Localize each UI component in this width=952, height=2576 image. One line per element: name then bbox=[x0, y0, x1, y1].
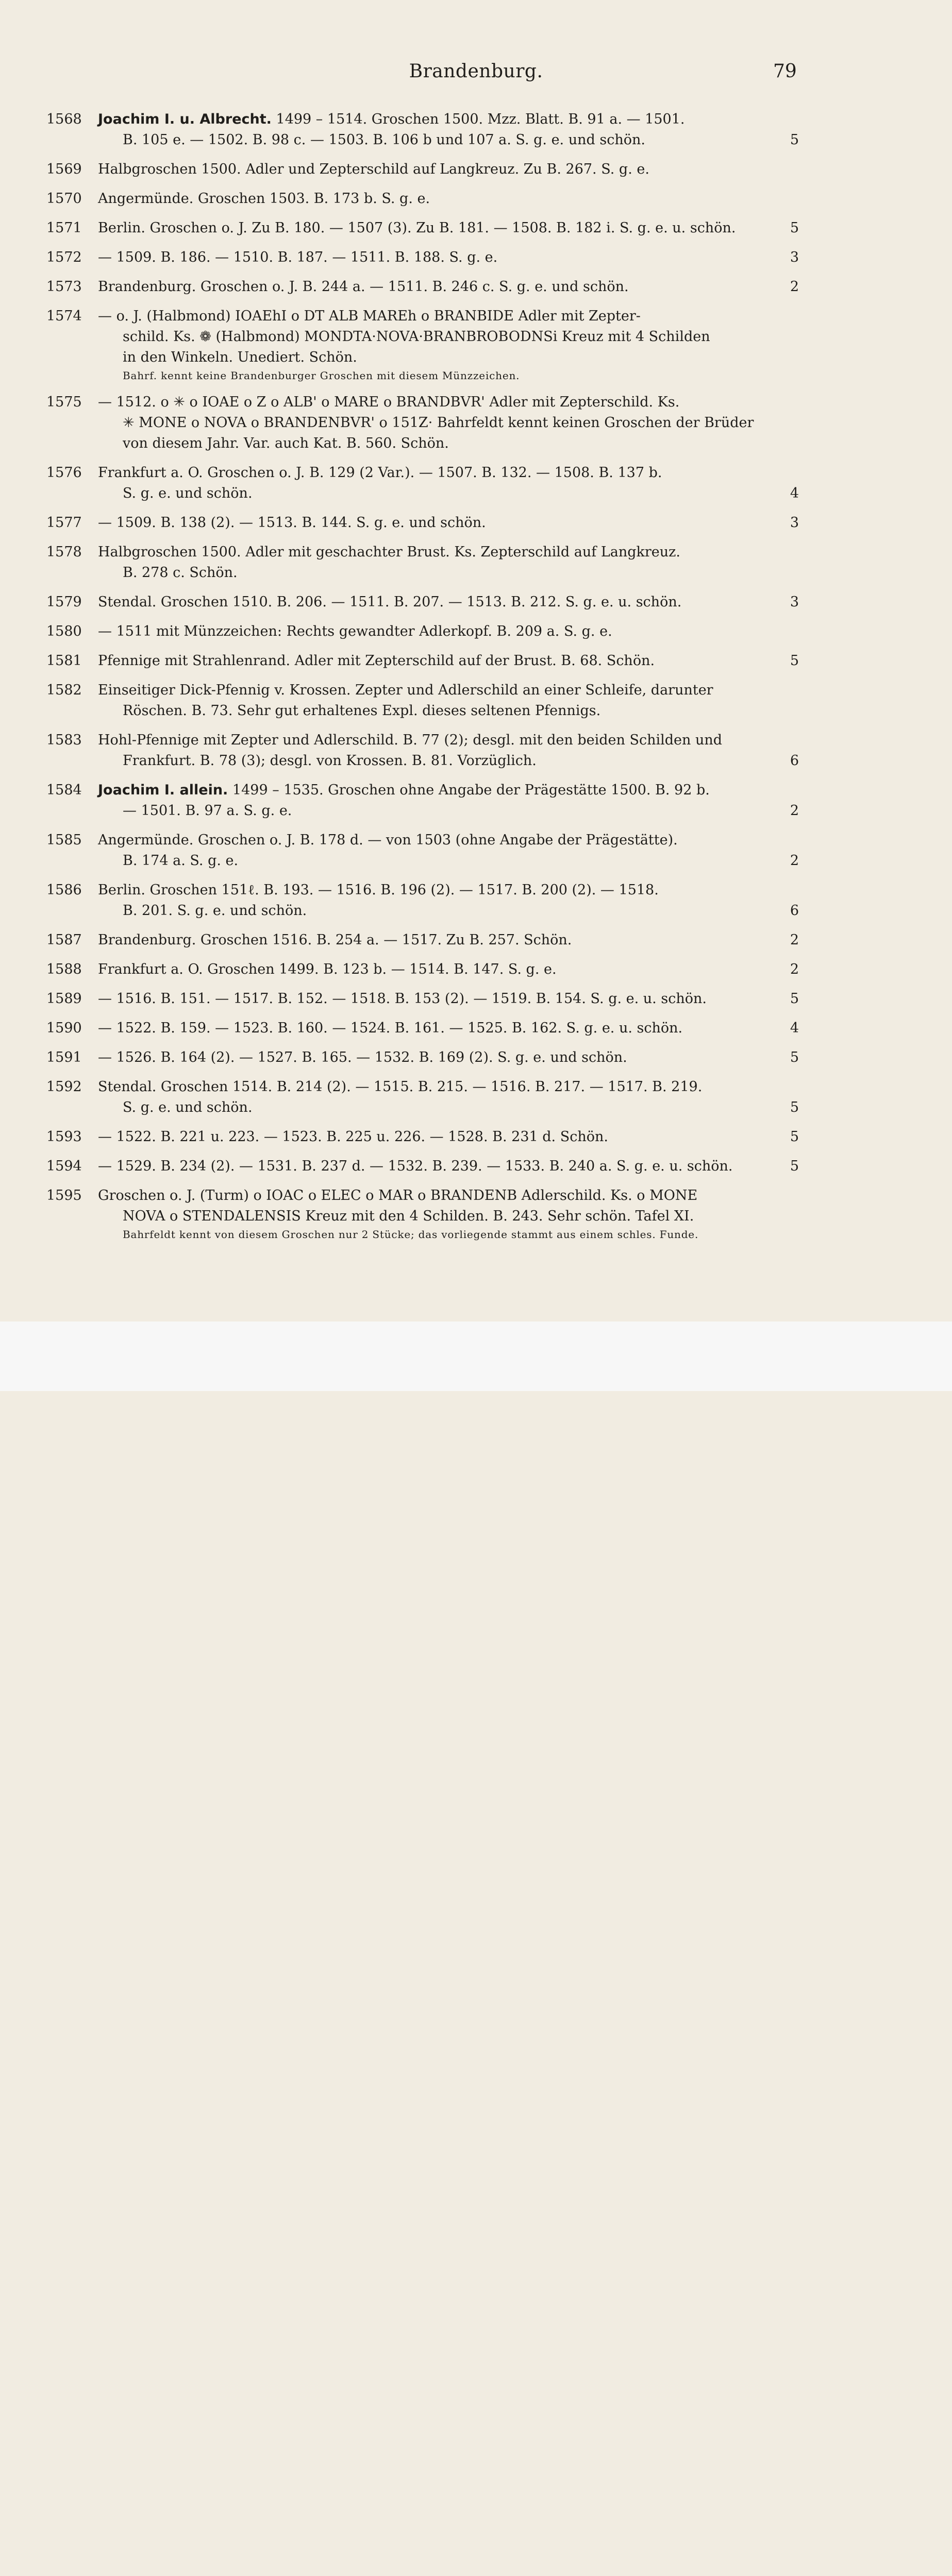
entry-price: 3 bbox=[790, 515, 799, 531]
entry-text: — 1529. B. 234 (2). — 1531. B. 237 d. — 1532. B. 239. — 1533. B. 240 a. S. g. e. u. schön. bbox=[98, 1158, 733, 1174]
entry-line-content bbox=[98, 1156, 732, 1177]
entry-body bbox=[98, 218, 799, 239]
entry-text: ✳ MONE o NOVA o BRANDENBVR' o 151Z· Bahrfeldt kennt keinen Groschen der Brüder bbox=[123, 415, 754, 431]
entry-text: — 1501. B. 97 a. S. g. e. bbox=[123, 803, 292, 819]
entry-line bbox=[98, 1047, 799, 1068]
entry-line-content bbox=[123, 901, 307, 921]
entry-line bbox=[98, 1097, 799, 1118]
entry-line bbox=[98, 109, 799, 130]
catalog-entry bbox=[46, 306, 799, 383]
footer-bar bbox=[0, 1321, 952, 1391]
entry-footnote bbox=[98, 1227, 799, 1242]
entry-line bbox=[98, 433, 799, 454]
entry-number: 1594 bbox=[46, 1158, 82, 1174]
entry-line-content bbox=[98, 621, 612, 642]
catalog-entry bbox=[46, 218, 799, 239]
entry-body bbox=[98, 780, 799, 821]
entry-body bbox=[98, 542, 799, 583]
entry-line-content bbox=[98, 959, 557, 980]
entry-text: S. g. e. und schön. bbox=[123, 485, 253, 501]
entry-line-content bbox=[123, 801, 292, 821]
entry-body bbox=[98, 730, 799, 771]
entry-price: 5 bbox=[790, 1099, 799, 1115]
entry-line-content bbox=[98, 1047, 627, 1068]
catalog-entry bbox=[46, 463, 799, 504]
entry-number: 1590 bbox=[46, 1020, 82, 1036]
catalog-entry bbox=[46, 621, 799, 642]
entry-line bbox=[98, 159, 799, 180]
entry-text: Hohl-Pfennige mit Zepter und Adlerschild. B. 77 (2); desgl. mit den beiden Schilden und bbox=[98, 732, 723, 748]
entry-line-content bbox=[123, 483, 253, 504]
entry-line-content bbox=[123, 1227, 698, 1242]
entry-line bbox=[98, 959, 799, 980]
entry-line bbox=[98, 513, 799, 533]
entry-price: 5 bbox=[790, 653, 799, 669]
entry-price: 5 bbox=[790, 1129, 799, 1145]
catalog-entry bbox=[46, 1077, 799, 1118]
entry-price: 6 bbox=[790, 903, 799, 919]
entry-line bbox=[98, 189, 799, 209]
entry-body bbox=[98, 189, 799, 209]
catalog-entry bbox=[46, 989, 799, 1009]
entry-price: 5 bbox=[790, 1049, 799, 1065]
entry-number: 1588 bbox=[46, 961, 82, 977]
entry-line bbox=[98, 1185, 799, 1206]
entry-body bbox=[98, 680, 799, 721]
entry-number: 1592 bbox=[46, 1079, 82, 1095]
entry-line-content bbox=[98, 277, 629, 297]
entry-price: 2 bbox=[790, 279, 799, 295]
entry-line bbox=[98, 327, 799, 347]
catalog-entry bbox=[46, 680, 799, 721]
entry-line-content bbox=[98, 730, 722, 751]
catalog-entry bbox=[46, 930, 799, 951]
entry-text: Angermünde. Groschen o. J. B. 178 d. — von 1503 (ohne Angabe der Prägestätte). bbox=[98, 832, 678, 848]
entry-body bbox=[98, 159, 799, 180]
entry-price: 4 bbox=[790, 485, 799, 501]
entry-body bbox=[98, 306, 799, 383]
entry-line-content bbox=[123, 563, 238, 583]
entry-line-content bbox=[98, 1127, 608, 1147]
entry-text: Frankfurt. B. 78 (3); desgl. von Krossen. B. 81. Vorzüglich. bbox=[123, 753, 537, 769]
entry-body bbox=[98, 651, 799, 671]
entry-body bbox=[98, 959, 799, 980]
entry-line-content bbox=[123, 433, 449, 454]
entry-body bbox=[98, 1185, 799, 1242]
entry-line bbox=[98, 701, 799, 721]
entry-line-content bbox=[98, 880, 659, 901]
entry-text: Brandenburg. Groschen 1516. B. 254 a. — 1517. Zu B. 257. Schön. bbox=[98, 932, 572, 948]
entry-line bbox=[98, 277, 799, 297]
entry-number: 1583 bbox=[46, 732, 82, 748]
entry-line bbox=[98, 680, 799, 701]
entry-line bbox=[98, 751, 799, 771]
entry-text: Brandenburg. Groschen o. J. B. 244 a. — 1511. B. 246 c. S. g. e. und schön. bbox=[98, 279, 629, 295]
entry-line-content bbox=[98, 930, 572, 951]
entry-line bbox=[98, 1077, 799, 1097]
entry-text: Groschen o. J. (Turm) o IOAC o ELEC o MAR o BRANDENB Adlerschild. Ks. o MONE bbox=[98, 1188, 698, 1204]
entry-text: Berlin. Groschen 151ℓ. B. 193. — 1516. B. 196 (2). — 1517. B. 200 (2). — 1518. bbox=[98, 882, 659, 898]
entry-number: 1586 bbox=[46, 882, 82, 898]
entry-line-content bbox=[98, 542, 680, 563]
entry-line-content bbox=[123, 368, 520, 383]
entry-body bbox=[98, 392, 799, 454]
entry-text: S. g. e. und schön. bbox=[123, 1099, 253, 1115]
catalog-entries bbox=[46, 109, 799, 1242]
entry-number: 1582 bbox=[46, 682, 82, 698]
entry-text: — 1509. B. 138 (2). — 1513. B. 144. S. g. e. und schön. bbox=[98, 515, 486, 531]
entry-text: Röschen. B. 73. Sehr gut erhaltenes Expl. dieses seltenen Pfennigs. bbox=[123, 703, 601, 719]
catalog-entry bbox=[46, 159, 799, 180]
entry-body bbox=[98, 109, 799, 150]
entry-body bbox=[98, 463, 799, 504]
entry-line bbox=[98, 1018, 799, 1039]
entry-line bbox=[98, 542, 799, 563]
entry-number: 1579 bbox=[46, 594, 82, 610]
entry-number: 1569 bbox=[46, 161, 82, 177]
entry-line-content bbox=[98, 780, 710, 801]
entry-text: 1499 – 1514. Groschen 1500. Mzz. Blatt. B. 91 a. — 1501. bbox=[276, 111, 685, 127]
entry-body bbox=[98, 621, 799, 642]
entry-line-content bbox=[123, 1097, 253, 1118]
running-title: Brandenburg. bbox=[409, 61, 543, 82]
entry-body bbox=[98, 1077, 799, 1118]
catalog-entry bbox=[46, 1127, 799, 1147]
entry-text: B. 201. S. g. e. und schön. bbox=[123, 903, 307, 919]
entry-body bbox=[98, 1047, 799, 1068]
entry-text: Frankfurt a. O. Groschen 1499. B. 123 b. — 1514. B. 147. S. g. e. bbox=[98, 961, 557, 977]
entry-line bbox=[98, 651, 799, 671]
entry-line-content bbox=[123, 130, 645, 150]
entry-price: 2 bbox=[790, 853, 799, 869]
catalog-entry bbox=[46, 513, 799, 533]
entry-text: Berlin. Groschen o. J. Zu B. 180. — 1507 (3). Zu B. 181. — 1508. B. 182 i. S. g. e. u. schön. bbox=[98, 220, 736, 236]
entry-line-content bbox=[98, 989, 707, 1009]
entry-body bbox=[98, 1127, 799, 1147]
entry-price: 5 bbox=[790, 220, 799, 236]
entry-line bbox=[98, 247, 799, 268]
ruler-heading: Joachim I. allein. bbox=[98, 782, 228, 798]
entry-price: 2 bbox=[790, 961, 799, 977]
entry-line bbox=[98, 306, 799, 327]
entry-line bbox=[98, 780, 799, 801]
entry-line bbox=[98, 989, 799, 1009]
entry-line-content bbox=[98, 1077, 702, 1097]
entry-text: Frankfurt a. O. Groschen o. J. B. 129 (2 Var.). — 1507. B. 132. — 1508. B. 137 b. bbox=[98, 465, 662, 481]
entry-text: Pfennige mit Strahlenrand. Adler mit Zepterschild auf der Brust. B. 68. Schön. bbox=[98, 653, 655, 669]
ruler-heading: Joachim I. u. Albrecht. bbox=[98, 111, 272, 127]
entry-body bbox=[98, 592, 799, 613]
entry-number: 1573 bbox=[46, 279, 82, 295]
entry-text: — 1522. B. 221 u. 223. — 1523. B. 225 u. 226. — 1528. B. 231 d. Schön. bbox=[98, 1129, 608, 1145]
entry-text: Angermünde. Groschen 1503. B. 173 b. S. g. e. bbox=[98, 191, 430, 207]
entry-line-content bbox=[123, 327, 710, 347]
catalog-entry bbox=[46, 189, 799, 209]
entry-number: 1584 bbox=[46, 782, 82, 798]
entry-line-content bbox=[98, 680, 713, 701]
entry-line-content bbox=[123, 751, 537, 771]
entry-text: — 1526. B. 164 (2). — 1527. B. 165. — 1532. B. 169 (2). S. g. e. und schön. bbox=[98, 1049, 627, 1065]
entry-body bbox=[98, 930, 799, 951]
entry-line bbox=[98, 621, 799, 642]
entry-text: von diesem Jahr. Var. auch Kat. B. 560. Schön. bbox=[123, 435, 449, 451]
entry-footnote bbox=[98, 368, 799, 383]
entry-body bbox=[98, 247, 799, 268]
entry-number: 1576 bbox=[46, 465, 82, 481]
entry-text: — 1522. B. 159. — 1523. B. 160. — 1524. B. 161. — 1525. B. 162. S. g. e. u. schön. bbox=[98, 1020, 683, 1036]
entry-price: 5 bbox=[790, 1158, 799, 1174]
entry-price: 2 bbox=[790, 932, 799, 948]
entry-line bbox=[98, 901, 799, 921]
entry-text: Bahrfeldt kennt von diesem Groschen nur 2 Stücke; das vorliegende stammt aus einem schles. Funde. bbox=[123, 1228, 699, 1241]
entry-text: Stendal. Groschen 1510. B. 206. — 1511. B. 207. — 1513. B. 212. S. g. e. u. schön. bbox=[98, 594, 682, 610]
catalog-entry bbox=[46, 880, 799, 921]
entry-line-content bbox=[98, 592, 681, 613]
entry-line bbox=[98, 392, 799, 413]
entry-line-content bbox=[98, 218, 736, 239]
entry-line-content bbox=[98, 1018, 682, 1039]
entry-body bbox=[98, 1018, 799, 1039]
entry-text: B. 105 e. — 1502. B. 98 c. — 1503. B. 106 b und 107 a. S. g. e. und schön. bbox=[123, 132, 645, 148]
entry-text: — 1512. o ✳ o IOAE o Z o ALB' o MARE o BRANDBVR' Adler mit Zepterschild. Ks. bbox=[98, 394, 680, 410]
catalog-entry bbox=[46, 1156, 799, 1177]
entry-body bbox=[98, 880, 799, 921]
entry-number: 1572 bbox=[46, 249, 82, 265]
entry-line bbox=[98, 730, 799, 751]
entry-text: schild. Ks. ❁ (Halbmond) MONDTA·NOVA·BRANBROBODNSi Kreuz mit 4 Schilden bbox=[123, 329, 710, 345]
entry-body bbox=[98, 989, 799, 1009]
entry-body bbox=[98, 513, 799, 533]
entry-line bbox=[98, 563, 799, 583]
catalog-entry bbox=[46, 830, 799, 871]
entry-text: — 1511 mit Münzzeichen: Rechts gewandter Adlerkopf. B. 209 a. S. g. e. bbox=[98, 623, 612, 639]
entry-text: — o. J. (Halbmond) IOAEhI o DT ALB MAREh o BRANBIDE Adler mit Zepter- bbox=[98, 308, 641, 324]
entry-line bbox=[98, 463, 799, 483]
entry-number: 1575 bbox=[46, 394, 82, 410]
entry-line bbox=[98, 413, 799, 433]
entry-line bbox=[98, 1127, 799, 1147]
entry-text: — 1509. B. 186. — 1510. B. 187. — 1511. B. 188. S. g. e. bbox=[98, 249, 498, 265]
entry-body bbox=[98, 277, 799, 297]
entry-line bbox=[98, 851, 799, 871]
entry-text: 1499 – 1535. Groschen ohne Angabe der Prägestätte 1500. B. 92 b. bbox=[232, 782, 710, 798]
entry-number: 1591 bbox=[46, 1049, 82, 1065]
entry-line bbox=[98, 347, 799, 368]
entry-text: Halbgroschen 1500. Adler und Zepterschild auf Langkreuz. Zu B. 267. S. g. e. bbox=[98, 161, 649, 177]
entry-line bbox=[98, 930, 799, 951]
entry-line bbox=[98, 483, 799, 504]
entry-text: in den Winkeln. Unediert. Schön. bbox=[123, 349, 357, 365]
entry-line bbox=[98, 592, 799, 613]
entry-price: 3 bbox=[790, 249, 799, 265]
entry-text: NOVA o STENDALENSIS Kreuz mit den 4 Schilden. B. 243. Sehr schön. Tafel XI. bbox=[123, 1208, 694, 1224]
catalog-entry bbox=[46, 651, 799, 671]
entry-number: 1571 bbox=[46, 220, 82, 236]
entry-number: 1570 bbox=[46, 191, 82, 207]
entry-body bbox=[98, 1156, 799, 1177]
catalog-entry bbox=[46, 542, 799, 583]
entry-line-content bbox=[98, 463, 662, 483]
entry-text: — 1516. B. 151. — 1517. B. 152. — 1518. B. 153 (2). — 1519. B. 154. S. g. e. u. schön. bbox=[98, 991, 707, 1007]
entry-price: 4 bbox=[790, 1020, 799, 1036]
entry-price: 5 bbox=[790, 991, 799, 1007]
entry-line bbox=[98, 880, 799, 901]
entry-text: Einseitiger Dick-Pfennig v. Krossen. Zepter und Adlerschild an einer Schleife, darunter bbox=[98, 682, 713, 698]
catalog-entry bbox=[46, 247, 799, 268]
entry-number: 1589 bbox=[46, 991, 82, 1007]
entry-number: 1580 bbox=[46, 623, 82, 639]
catalog-entry bbox=[46, 392, 799, 454]
catalog-entry bbox=[46, 592, 799, 613]
entry-line-content bbox=[123, 347, 357, 368]
entry-number: 1587 bbox=[46, 932, 82, 948]
entry-line-content bbox=[123, 701, 600, 721]
entry-text: B. 174 a. S. g. e. bbox=[123, 853, 239, 869]
catalog-entry bbox=[46, 780, 799, 821]
entry-line bbox=[98, 1206, 799, 1227]
entry-number: 1577 bbox=[46, 515, 82, 531]
entry-body bbox=[98, 830, 799, 871]
entry-text: B. 278 c. Schön. bbox=[123, 565, 238, 581]
entry-line-content bbox=[123, 413, 754, 433]
entry-number: 1578 bbox=[46, 544, 82, 560]
entry-line-content bbox=[123, 1206, 694, 1227]
entry-line-content bbox=[98, 109, 684, 130]
entry-line-content bbox=[98, 306, 641, 327]
entry-price: 5 bbox=[790, 132, 799, 148]
entry-line-content bbox=[98, 513, 486, 533]
entry-price: 3 bbox=[790, 594, 799, 610]
catalog-entry bbox=[46, 1047, 799, 1068]
entry-text: Halbgroschen 1500. Adler mit geschachter Brust. Ks. Zepterschild auf Langkreuz. bbox=[98, 544, 680, 560]
catalog-entry bbox=[46, 959, 799, 980]
entry-line bbox=[98, 218, 799, 239]
entry-line bbox=[98, 1156, 799, 1177]
entry-number: 1568 bbox=[46, 111, 82, 127]
entry-number: 1574 bbox=[46, 308, 82, 324]
page-number: 79 bbox=[773, 61, 797, 82]
entry-line-content bbox=[98, 1185, 697, 1206]
entry-line-content bbox=[98, 189, 430, 209]
entry-number: 1593 bbox=[46, 1129, 82, 1145]
entry-line-content bbox=[98, 830, 678, 851]
entry-line bbox=[98, 130, 799, 150]
entry-line bbox=[98, 801, 799, 821]
entry-line-content bbox=[98, 392, 679, 413]
entry-number: 1595 bbox=[46, 1188, 82, 1204]
entry-number: 1581 bbox=[46, 653, 82, 669]
entry-line-content bbox=[123, 851, 238, 871]
entry-text: Bahrf. kennt keine Brandenburger Groschen mit diesem Münzzeichen. bbox=[123, 369, 520, 382]
catalog-entry bbox=[46, 1185, 799, 1242]
entry-text: Stendal. Groschen 1514. B. 214 (2). — 1515. B. 215. — 1516. B. 217. — 1517. B. 219. bbox=[98, 1079, 703, 1095]
catalog-entry bbox=[46, 109, 799, 150]
entry-line-content bbox=[98, 247, 497, 268]
entry-line bbox=[98, 830, 799, 851]
catalog-entry bbox=[46, 1018, 799, 1039]
catalog-entry bbox=[46, 277, 799, 297]
entry-price: 6 bbox=[790, 753, 799, 769]
entry-number: 1585 bbox=[46, 832, 82, 848]
entry-line-content bbox=[98, 651, 655, 671]
entry-line-content bbox=[98, 159, 649, 180]
catalog-entry bbox=[46, 730, 799, 771]
entry-price: 2 bbox=[790, 803, 799, 819]
